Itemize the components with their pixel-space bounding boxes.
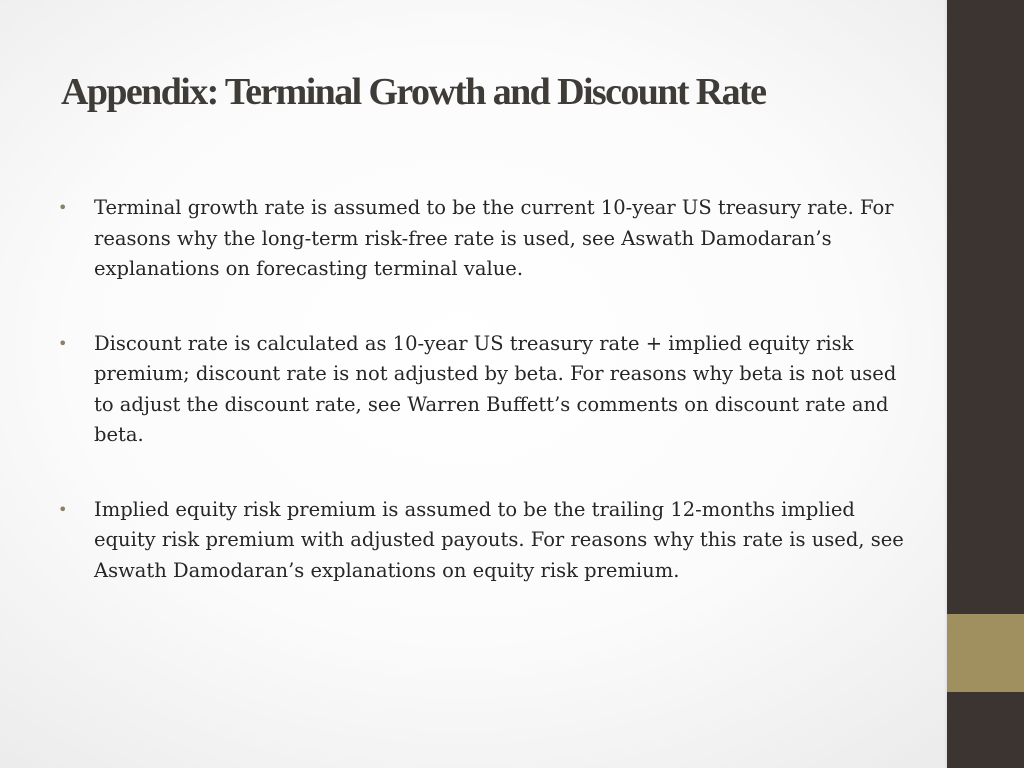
bullet-text: Implied equity risk premium is assumed to be the trailing 12-months implied equity risk premium with adjusted payouts. For reasons why this rate is used, see Aswath Damodaran’s explanations on equity risk premium. [94,497,904,582]
bullet-marker: • [58,333,68,353]
bullet-item [58,495,908,587]
bullet-item [58,193,908,285]
bullet-text: Discount rate is calculated as 10-year US treasury rate + implied equity risk premium; discount rate is not adjusted by beta. For reasons why beta is not used to adjust the discount rate, see Warren Buffett’s comments on discount rate and beta. [94,331,897,446]
bullet-list [58,193,908,630]
sidebar-accent-block [947,614,1024,692]
bullet-text: Terminal growth rate is assumed to be the current 10-year US treasury rate. For reasons why the long-term risk-free rate is used, see Aswath Damodaran’s explanations on forecasting terminal value. [94,196,894,280]
bullet-marker: • [58,198,68,217]
slide-title: Appendix: Terminal Growth and Discount Rate [61,71,766,113]
bullet-item [58,329,908,451]
bullet-marker: • [58,499,68,519]
